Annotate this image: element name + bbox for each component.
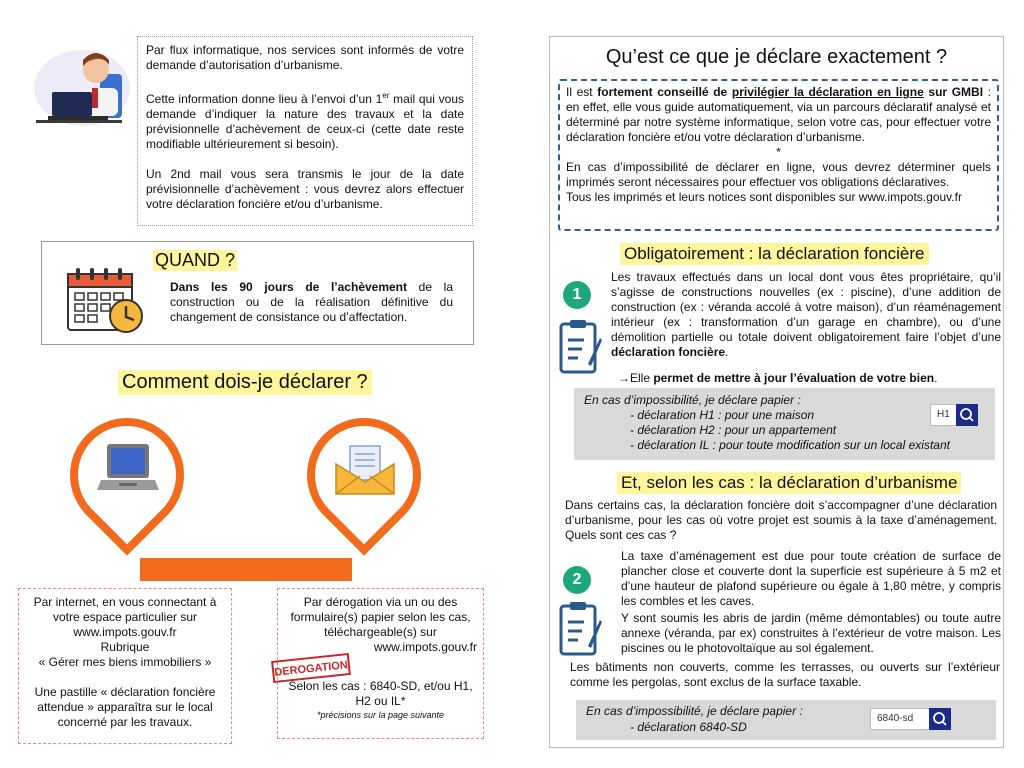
- fonciere-paper-box: [574, 388, 995, 460]
- gmbi-text-c: privilégier la déclaration en ligne: [731, 85, 924, 99]
- fonciere-arrow-text: [618, 371, 998, 386]
- step-2-badge: 2: [563, 566, 591, 594]
- gmbi-text-b: fortement conseillé de: [597, 85, 732, 99]
- gmbi-paragraph: [566, 85, 991, 145]
- paper-line-1: Par dérogation via un ou des formulaire(s) papier selon les cas, téléchargeable(s) sur: [290, 595, 471, 639]
- internet-site-link[interactable]: www.impots.gouv.fr: [73, 625, 177, 639]
- right-title: Qu’est ce que je déclare exactement ?: [605, 46, 948, 68]
- clipboard-icon-1: [558, 318, 602, 376]
- search-icon: [956, 404, 978, 426]
- urbanisme-paper-box: [576, 700, 996, 740]
- search-icon: [929, 708, 951, 730]
- fonciere-paper-title: En cas d’impossibilité, je déclare papier :: [584, 393, 801, 407]
- quand-text-rest: de la construction ou de la réalisation définitive du changement de consistance ou d’affectation.: [170, 280, 454, 324]
- intro-paragraph-1: Par flux informatique, nos services sont informés de votre demande d’autorisation d’urbanisme.: [146, 43, 464, 72]
- gmbi-text-a: Il est: [566, 85, 598, 99]
- fonciere-text-main: Les travaux effectués dans un local dont vous êtes propriétaire, qu’il s’agisse de constructions nouvelles (ex : piscine), d’une addition de construction (ex : véranda accolé à votre maison), d’un réaménagement intérieur (ex : transformation d’un garage en chambre), ou d’une démolition partielle ou totale doivent obligatoirement faire l’objet d’une: [611, 270, 1001, 344]
- derogation-stamp-text: DEROGATION: [273, 659, 349, 679]
- gmbi-star: *: [776, 145, 781, 159]
- intro-paragraph-2: [146, 88, 464, 152]
- h1-search-button[interactable]: [956, 404, 978, 426]
- intro-p2-start: Cette information donne lieu à l’envoi d’un 1: [146, 92, 383, 106]
- intro-paragraph-3: Un 2nd mail vous sera transmis le jour de la date prévisionnelle d’achèvement : vous devrez alors effectuer votre déclaration foncière et/ou d’urbanisme.: [146, 167, 464, 211]
- gmbi-advice-box: [558, 79, 999, 231]
- comment-declarer-title: Comment dois-je déclarer ?: [118, 370, 372, 395]
- internet-line-1: Par internet, en vous connectant à votre espace particulier sur: [33, 595, 217, 624]
- urbanisme-paper-item: - déclaration 6840-SD: [630, 720, 747, 734]
- fonciere-arrow-end: .: [934, 371, 938, 385]
- urbanisme-intro: Dans certains cas, la déclaration foncière doit s’accompagner d’une déclaration d’urbanisme, pour les cas où votre projet est soumis à la taxe d’aménagement. Quels sont ces cas ?: [565, 498, 997, 542]
- intro-p2-sup: er: [382, 91, 390, 100]
- fonciere-title: Obligatoirement : la déclaration foncière: [620, 243, 929, 265]
- urbanisme-para-2: Y sont soumis les abris de jardin (même démontables) ou toute autre annexe (véranda, par ex) construites à l’extérieur de votre maison. Les piscines ou le photovoltaïque au sol également.: [621, 611, 1001, 655]
- gmbi-text-e: : en effet, elle vous guide automatiquement, via un parcours déclaratif analysé et déterminé par notre système informatique, selon votre cas, pour effectuer votre déclaration foncière et/ou votre déclaration d’urbanisme.: [566, 85, 991, 144]
- orange-bar: [140, 558, 352, 581]
- list-item: - déclaration H1 : pour une maison: [630, 408, 815, 422]
- list-item: - déclaration H2 : pour un appartement: [630, 423, 837, 437]
- gmbi-text-d: sur GMBI: [923, 85, 984, 99]
- 6840sd-search-button[interactable]: [929, 708, 951, 730]
- fonciere-arrow-start: →Elle: [618, 371, 654, 385]
- person-laptop-illustration: [22, 44, 132, 128]
- intro-box: [137, 36, 473, 226]
- internet-rubrique: Rubrique: [100, 640, 150, 654]
- laptop-icon: [97, 440, 159, 496]
- gmbi-forms-text: Tous les imprimés et leurs notices sont disponibles sur www.impots.gouv.fr: [566, 190, 962, 204]
- urbanisme-title: Et, selon les cas : la déclaration d’urbanisme: [617, 472, 961, 494]
- h1-search-value: H1: [937, 409, 950, 420]
- fonciere-text-bold: déclaration foncière: [611, 345, 726, 359]
- 6840sd-search-input[interactable]: [870, 708, 932, 730]
- quand-title: QUAND ?: [155, 250, 236, 270]
- quand-text: [170, 280, 453, 325]
- quand-text-bold: Dans les 90 jours de l’achèvement: [170, 280, 408, 294]
- fonciere-arrow-bold: permet de mettre à jour l’évaluation de votre bien: [653, 371, 935, 385]
- internet-method-box: [18, 588, 232, 744]
- clipboard-icon-2: [558, 600, 602, 658]
- fonciere-text: [611, 270, 1001, 360]
- step-1-badge: 1: [563, 281, 591, 309]
- urbanisme-paper-title: En cas d’impossibilité, je déclare papier :: [586, 704, 803, 718]
- fonciere-text-end: .: [725, 345, 729, 359]
- paper-site-link[interactable]: www.impots.gouv.fr: [373, 640, 477, 654]
- urbanisme-para-3: Les bâtiments non couverts, comme les terrasses, ou ouverts sur l’extérieur comme les pergolas, sont exclus de la surface taxable.: [570, 660, 1000, 689]
- intro-p2-end: mail qui vous demande d’indiquer la nature des travaux et la date prévisionnelle d’achèvement de ceux-ci (cette date reste modifiable ultérieurement si besoin).: [146, 92, 464, 151]
- list-item: - déclaration IL : pour toute modification sur un local existant: [630, 438, 950, 452]
- internet-pastille-text: Une pastille « déclaration foncière attendue » apparaîtra sur le local concerné par les travaux.: [34, 685, 216, 729]
- urbanisme-para-1: La taxe d’aménagement est due pour toute création de surface de plancher close et couverte dont la superficie est supérieure à 5 m2 et d’une hauteur de plafond supérieure ou égale à 1,80 mètre, y compris les combles et les caves.: [621, 549, 1001, 608]
- internet-rubrique-name: « Gérer mes biens immobiliers »: [38, 655, 212, 669]
- gmbi-impossible-text: En cas d’impossibilité de déclarer en ligne, vous devrez déterminer quels imprimés seront nécessaires pour effectuer vos obligations déclaratives.: [566, 160, 991, 189]
- calendar-clock-icon: [64, 266, 150, 336]
- 6840sd-search-value: 6840-sd: [877, 713, 914, 724]
- quand-box: [41, 241, 474, 345]
- envelope-icon: [334, 444, 396, 496]
- paper-note: *précisions sur la page suivante: [316, 710, 445, 720]
- paper-cases-text: Selon les cas : 6840-SD, et/ou H1, H2 ou IL*: [288, 679, 473, 708]
